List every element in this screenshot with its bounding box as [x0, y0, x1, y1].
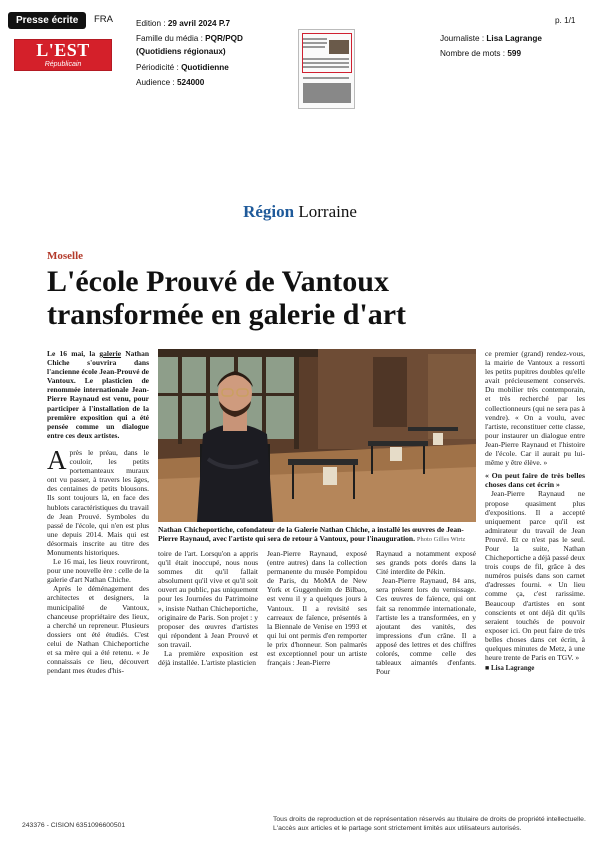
photo-credit: Photo Gilles Wirtz	[416, 536, 466, 543]
region-heading	[0, 202, 600, 222]
thumbnail-line	[303, 42, 327, 44]
wordcount-row	[440, 46, 542, 61]
page-thumbnail[interactable]	[298, 29, 355, 109]
article-photo	[158, 349, 476, 522]
media-type-badge: Presse écrite	[8, 12, 86, 29]
famille-label: Famille du média :	[136, 34, 206, 43]
rights-line: L'accès aux articles et le partage sont strictement limités aux utilisateurs autorisés.	[273, 825, 522, 832]
thumbnail-photo	[303, 83, 351, 103]
photo-caption	[158, 525, 476, 544]
edition-label: Edition :	[136, 19, 168, 28]
intertitle: « On peut faire de très belles choses dans cet écrin »	[485, 471, 585, 490]
article-signature: ■ Lisa Lagrange	[485, 664, 535, 673]
article-column-1	[47, 349, 149, 675]
logo-main-text: L'EST	[36, 40, 90, 60]
article-chapo	[47, 349, 149, 440]
page-number: p. 1/1	[555, 16, 576, 25]
article-column-2	[158, 549, 258, 667]
chapo-text: Nathan Chiche s'ouvrira dans l'ancienne école Jean-Prouvé de Vantoux. Le plasticien de renommée internationale Jean-Pierre Raynaud est venu, pour participer à l'installation de la première exposition qui a été pensée comme un dialogue entre ces deux artistes.	[47, 349, 149, 440]
newspaper-logo	[14, 39, 112, 71]
article-column-4	[376, 549, 476, 676]
paragraph-text: près le préau, dans le couloir, les petits portemanteaux muraux ont vu passer, à travers les âges, des centaines de petits blousons. Ils sont toujours là, en face des hublots caractéristiques du travail de Jean Prouvé. Symboles du passé de l'école, qui n'en est plus une depuis 2014. Mais qui est désormais inscrite au titre des Monuments historiques.	[47, 447, 149, 557]
headline-line: transformée en galerie d'art	[47, 298, 407, 331]
audience-value: 524000	[176, 78, 205, 87]
thumbnail-line	[303, 46, 325, 48]
headline-line: L'école Prouvé de Vantoux	[47, 265, 389, 298]
thumbnail-line	[303, 58, 349, 60]
article-column-5	[485, 349, 585, 673]
chapo-text: Le 16 mai, la	[47, 349, 100, 358]
publication-meta	[136, 16, 286, 90]
audience-label: Audience :	[136, 78, 177, 87]
famille-row	[136, 31, 286, 58]
audience-row	[136, 75, 286, 90]
edition-value: 29 avril 2024 P.7	[167, 19, 231, 28]
article-headline	[47, 265, 406, 331]
wordcount-value: 599	[507, 49, 522, 58]
paragraph: toire de l'art. Lorsqu'on a appris qu'il était inoccupé, nous nous sommes dit qu'il fallait absolument qu'il vive et qu'il soit ouvert au public, pas uniquement pour les Journées du Patrimoine », insiste Nathan Chicheportiche, originaire de Paris. Son projet : y proposer des œuvres d'artistes qui répondent à Jean Prouvé et son travail.	[158, 549, 258, 649]
journalist-label: Journaliste :	[440, 34, 487, 43]
paragraph: Jean-Pierre Raynaud, 84 ans, sera présent lors du vernissage. Ces œuvres de faïence, qui ont fait sa renommée internationale, l'artiste les a transformées, en y ajoutant des vanités, des impressions d'un crâne. Il a apposé des lettres et des chiffres colorés, comme celle des tableaux aimantés d'enfants. Pour	[376, 576, 476, 677]
chapo-link[interactable]: galerie	[99, 349, 122, 358]
drop-cap: A	[47, 444, 67, 475]
caption-text: Nathan Chicheportiche, cofondateur de la Galerie Nathan Chiche, a installé les œuvres de Jean-Pierre Raynaud, avec l'artiste qui sera de retour à Vantoux, pour l'inauguration.	[158, 525, 464, 543]
paragraph: Le 16 mai, les lieux rouvriront, pour une nouvelle ère : celle de la galerie d'art Nathan Chiche.	[47, 557, 149, 585]
photo-illustration	[158, 349, 476, 522]
edition-row	[136, 16, 286, 31]
thumbnail-line	[303, 38, 327, 40]
thumbnail-line	[303, 62, 349, 64]
article-kicker: Moselle	[47, 250, 84, 262]
paragraph: La première exposition est déjà installée. L'artiste plasticien	[158, 649, 258, 668]
wordcount-label: Nombre de mots :	[440, 49, 508, 58]
journalist-meta	[440, 31, 542, 61]
paragraph	[47, 444, 149, 557]
journalist-value: Lisa Lagrange	[486, 34, 542, 43]
thumbnail-line	[303, 66, 349, 68]
region-main: Région	[243, 202, 295, 221]
rights-notice	[273, 815, 593, 833]
famille-value: PQR/PQD (Quotidiens régionaux)	[136, 34, 243, 56]
periodicite-value: Quotidienne	[181, 63, 229, 72]
paragraph: Jean-Pierre Raynaud ne propose quasiment plus d'expositions. Il a accepté uniquement parce qu'il est admirateur du travail de Jean Prouvé. Et ce n'est pas le seul. Pour la suite, Nathan Chicheportiche a déjà passé deux trois coups de fil, grâce à des numéros puisés dans son carnet d'adresses fourni. « Un lieu comme ça, c'est rarissime. Beaucoup d'artistes en sont conscients et ont déjà dit qu'ils seraient touchés de pouvoir exposer ici. On peut faire de très belles choses dans cet écrin, à quelques minutes de Metz, à une heure trente de Paris en TGV. »	[485, 489, 585, 663]
periodicite-label: Périodicité :	[136, 63, 182, 72]
region-sub: Lorraine	[298, 202, 357, 221]
article-column-3	[267, 549, 367, 667]
thumbnail-photo	[329, 40, 349, 54]
language-label: FRA	[94, 14, 113, 25]
journalist-row	[440, 31, 542, 46]
rights-line: Tous droits de reproduction et de représentation réservés au titulaire de droits de propriété intellectuelle.	[273, 816, 586, 823]
paragraph: Jean-Pierre Raynaud, exposé (entre autres) dans la collection permanente du musée Pompidou de Paris, du MoMA de New York et Guggenheim de Bilbao, est venu il y a quelques jours à Vantoux. Il a revisité ses carreaux de faïence, présentés à la Biennale de Venise en 1993 et qui lui ont permis d'en remporter le prix d'honneur. Son palmarès est exceptionnel pour un artiste français : Jean-Pierre	[267, 549, 367, 668]
paragraph: Raynaud a notamment exposé ses grands pots dorés dans la Cité interdite de Pékin.	[376, 549, 476, 577]
periodicite-row	[136, 60, 286, 75]
thumbnail-line	[303, 77, 349, 79]
paragraph: Après le déménagement des architectes et designers, la municipalité de Vantoux, chanceuse propriétaire des lieux, a cherché un repreneur. Plusieurs dossiers ont été étudiés. C'est celui de Nathan Chicheportiche et sa mère qui a été retenu. « Je connaissais ce lieu, découvert pendant mes études d'his-	[47, 584, 149, 676]
paragraph: ce premier (grand) rendez-vous, la mairie de Vantoux a ressorti les petits pupitres doubles qu'elle avait précieusement conservés. Du mobilier très contemporain, et très recherché par les collectionneurs (qui ne sera pas à vendre). « On a voulu, avec l'artiste, reconstituer cette classe, pour instaurer un dialogue entre Jean-Pierre Raynaud et l'histoire de l'école. Car il aurait pu lui-même y être élève. »	[485, 349, 585, 468]
logo-sub-text: Républicain	[44, 61, 82, 68]
cision-reference: 243376 - CISION 6351096600501	[22, 822, 126, 829]
